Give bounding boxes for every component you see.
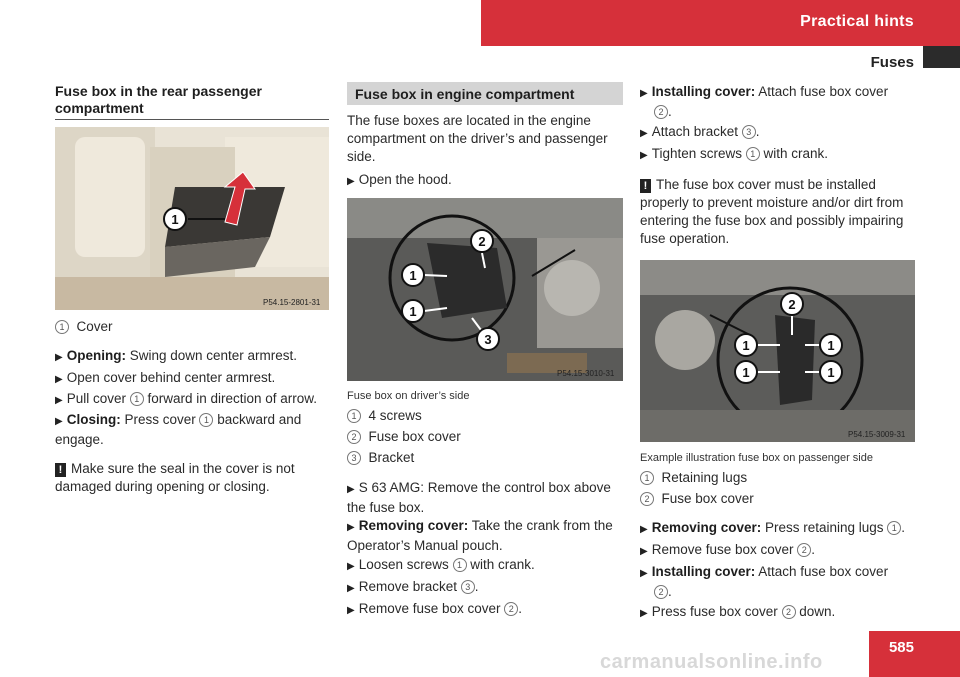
- step-amg: ▶ S 63 AMG: Remove the control box above the fuse box.: [347, 480, 611, 515]
- caption-driver-side: Fuse box on driver’s side: [347, 390, 470, 402]
- step-press-cover: ▶ Press fuse box cover 2 down.: [640, 604, 836, 619]
- subsection-marker: [923, 46, 960, 68]
- legend-item: 3 Bracket: [347, 449, 414, 467]
- step-attach-bracket: ▶ Attach bracket 3 .: [640, 124, 760, 139]
- legend-item: 1 4 screws: [347, 407, 422, 425]
- photo-passenger-side-fuse-box: [640, 260, 915, 442]
- step-tighten-screws: ▶ Tighten screws 1 with crank.: [640, 146, 829, 161]
- photo-rear-armrest: [55, 127, 329, 310]
- callout-3: 3: [484, 332, 492, 347]
- callout-2: 2: [478, 234, 486, 249]
- legend-item: 2 Fuse box cover: [640, 490, 754, 508]
- step-removing-cover: ▶ Removing cover: Take the crank from the Operator’s Manual pouch.: [347, 518, 613, 553]
- photo-code: P54.15-2801-31: [263, 298, 321, 307]
- watermark: carmanualsonline.info: [600, 651, 823, 673]
- step-opening: ▶ Opening: Swing down center armrest.: [55, 348, 298, 363]
- legend-item: 1 Cover: [55, 318, 113, 336]
- callout-2: 2: [788, 297, 796, 312]
- step-pull-cover: ▶ Pull cover 1 forward in direction of arrow.: [55, 391, 318, 406]
- warning-icon: !: [640, 179, 651, 193]
- callout-1a: 1: [742, 338, 750, 353]
- callout-1d: 1: [827, 365, 835, 380]
- step-removing-cover: ▶ Removing cover: Press retaining lugs 1 .: [640, 520, 906, 535]
- warning-seal: ! Make sure the seal in the cover is not damaged during opening or closing.: [55, 461, 295, 494]
- legend-item: 2 Fuse box cover: [347, 428, 461, 446]
- heading-rear-fuse-box: Fuse box in the rear passenger compartment: [55, 83, 262, 116]
- step-loosen-screws: ▶ Loosen screws 1 with crank.: [347, 557, 535, 572]
- photo-code: P54.15-3010-31: [557, 369, 615, 378]
- section-header-bar: [481, 0, 960, 46]
- photo-code: P54.15-3009-31: [848, 430, 906, 439]
- caption-passenger-side: Example illustration fuse box on passenger side: [640, 452, 873, 464]
- callout-1c: 1: [827, 338, 835, 353]
- page-number: 585: [888, 639, 914, 656]
- callout-1b: 1: [742, 365, 750, 380]
- step-remove-cover: ▶ Remove fuse box cover 2 .: [347, 601, 523, 616]
- callout-1b: 1: [409, 304, 417, 319]
- warning-moisture: ! The fuse box cover must be installed properly to prevent moisture and/or dirt from entering the fuse box and possibly impairing fuse operation.: [640, 177, 904, 246]
- step-remove-bracket: ▶ Remove bracket 3 .: [347, 579, 479, 594]
- warning-icon: !: [55, 463, 66, 477]
- photo-driver-side-fuse-box: [347, 198, 623, 381]
- step-installing-cover: ▶ Installing cover: Attach fuse box cover 2 .: [640, 84, 889, 119]
- page-number-box: [869, 631, 960, 677]
- step-remove-cover: ▶ Remove fuse box cover 2 .: [640, 542, 816, 557]
- heading-engine-fuse-box: Fuse box in engine compartment: [347, 82, 623, 105]
- section-title: Practical hints: [800, 13, 914, 30]
- callout-1: 1: [171, 212, 179, 227]
- step-installing-cover: ▶ Installing cover: Attach fuse box cover 2 .: [640, 564, 889, 599]
- step-open-hood: ▶ Open the hood.: [347, 172, 452, 187]
- legend-item: 1 Retaining lugs: [640, 469, 747, 487]
- step-open-cover: ▶ Open cover behind center armrest.: [55, 370, 276, 385]
- intro-text: The fuse boxes are located in the engine compartment on the driver’s and passenger side.: [347, 113, 608, 164]
- subsection-title: Fuses: [870, 54, 914, 71]
- callout-1a: 1: [409, 268, 417, 283]
- step-closing: ▶ Closing: Press cover 1 backward and engage.: [55, 412, 302, 447]
- heading-rule: [55, 119, 329, 120]
